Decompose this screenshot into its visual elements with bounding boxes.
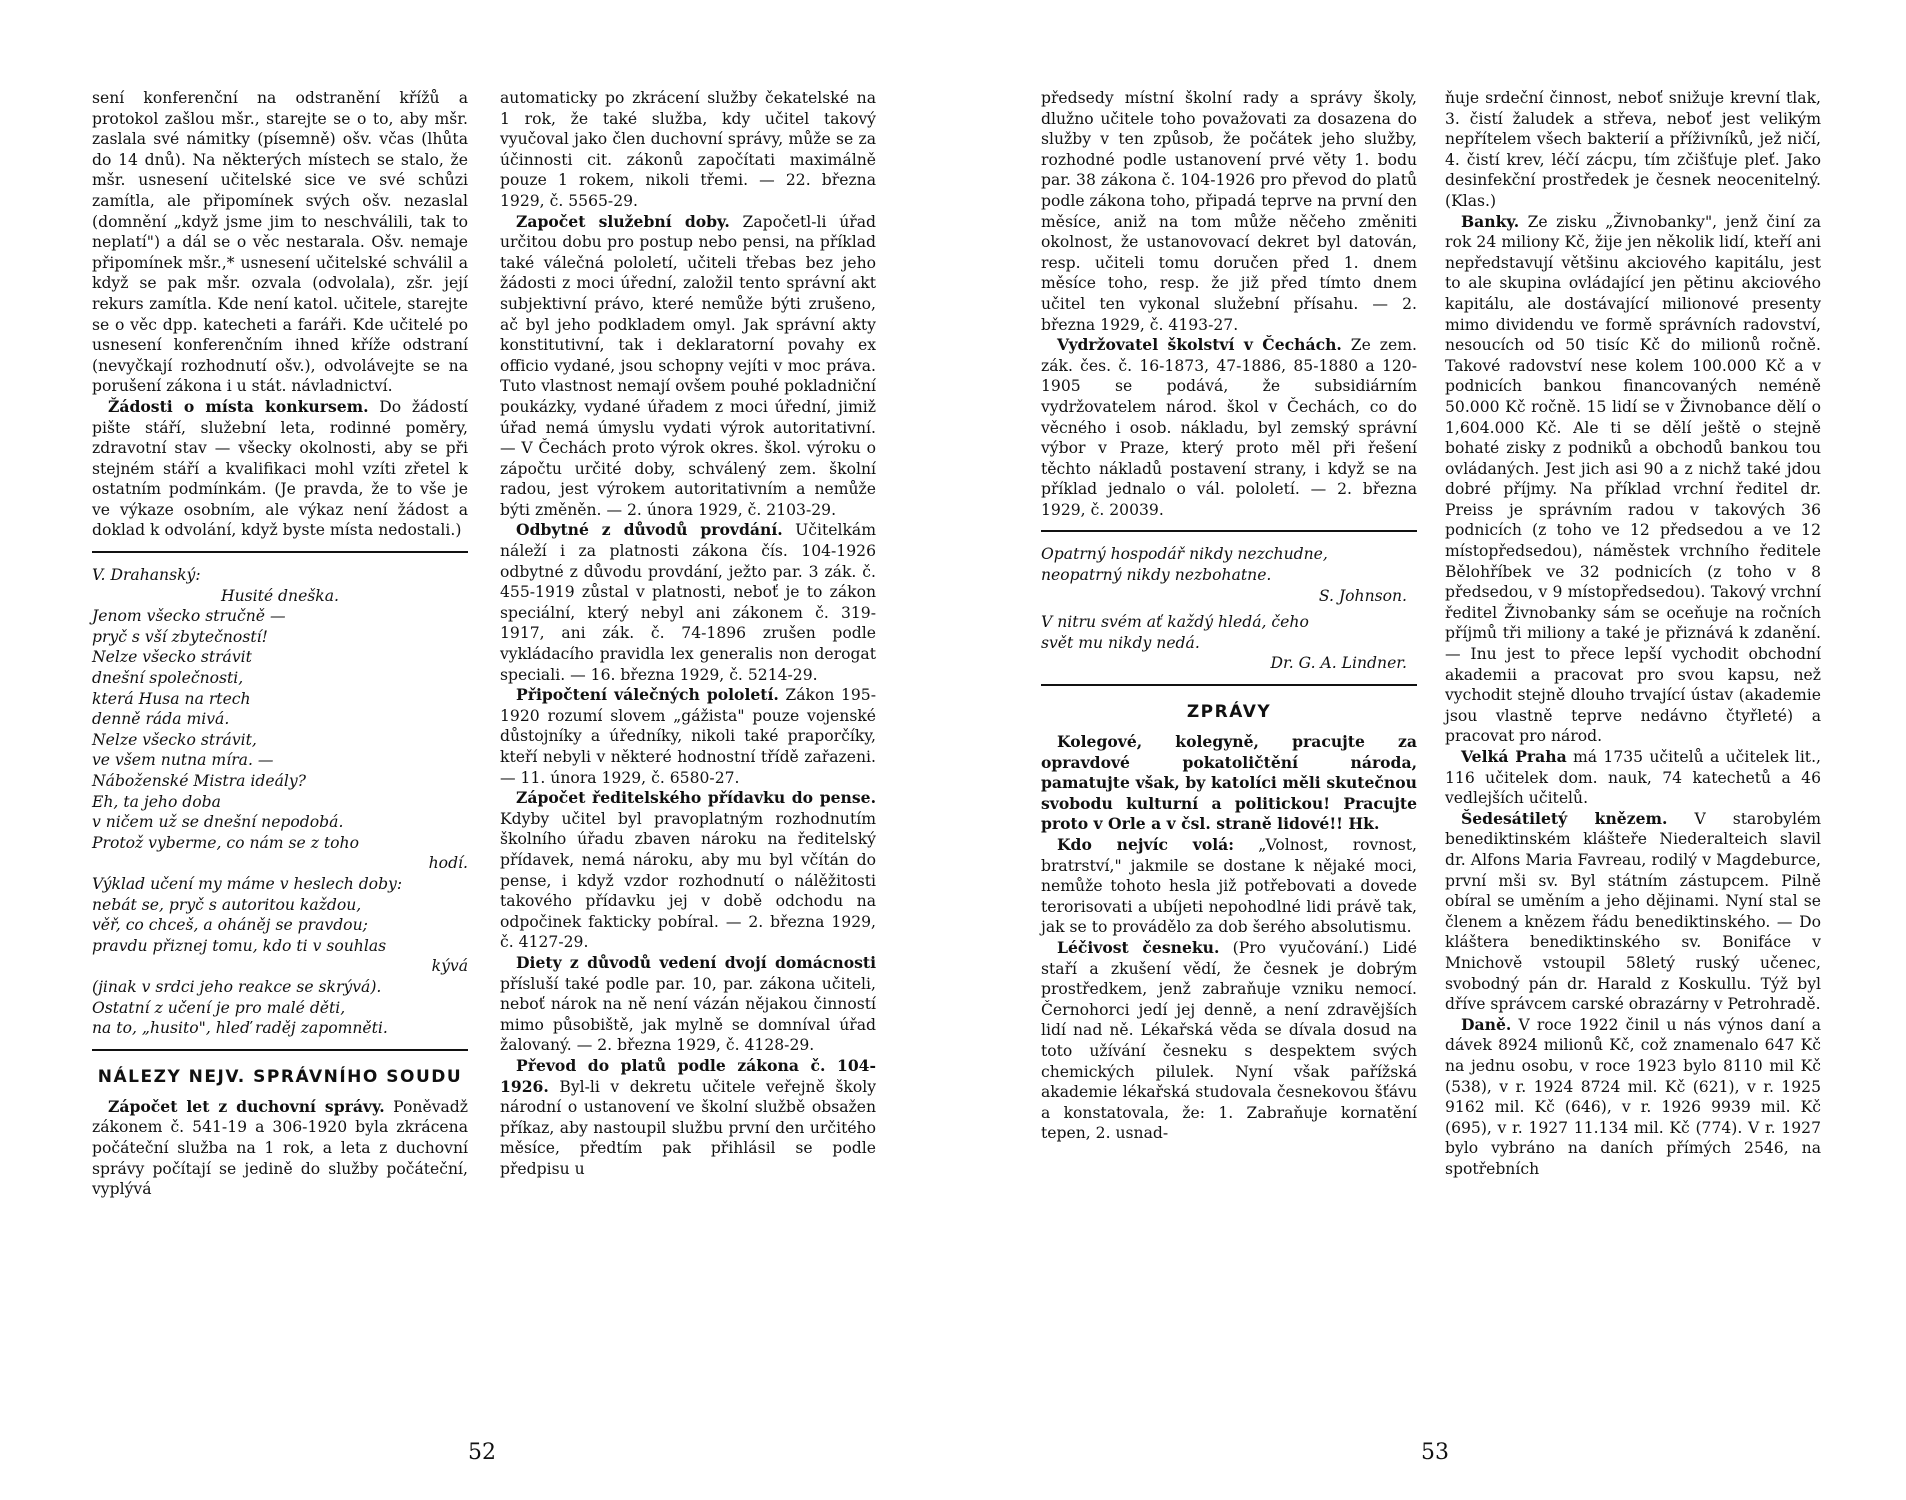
paragraph: předsedy místní školní rady a správy školy, dlužno učitele toho považovati za dosazena do služby v ten způsob, že počátek jeho služby, rozhodné podle ustanovení prvé věty 1. bodu par. 38 zákona č. 104-1926 pro převod do platů podle zákona toho, připadá teprve na první den měsíce, aniž na tom může něčeho změniti okolnost, že ustanovovací dekret byl datován, resp. učiteli tomu doručen před 1. dnem měsíce toho, resp. že již před tímto dnem učitel ten vykonal služební přísahu. — 2. března 1929, č. 4193-27. [1041, 89, 1417, 334]
text-line: V nitru svém ať každý hledá, čeho [1041, 613, 1309, 632]
paragraph [1445, 747, 1821, 809]
paragraph-heading: Odbytné z důvodů provdání. [516, 520, 783, 540]
text-line: nebát se, pryč s autoritou každou, [92, 895, 362, 914]
poem-author: V. Drahanský: [92, 566, 201, 585]
paragraph [1445, 809, 1821, 1015]
paragraph-heading: Připočtení válečných pololetí. [516, 685, 779, 705]
paragraph-heading: Daně. [1461, 1014, 1512, 1034]
right-page-column-2 [1445, 88, 1821, 1179]
poem-line: kývá [431, 957, 468, 976]
paragraph-text: Započetl-li úřad určitou dobu pro postup nebo pensi, na příklad také válečná pololetí, učiteli třebas bez jeho žádosti z moci úřední, založil tento správní akt subjektivní právo, které nemůže býti zrušeno, ač byl jeho podkladem omyl. Jak správní akty konstitutivní, tak i deklaratorní povahy ex officio vydané, jsou schopny vejíti v moc práva. Tuto vlastnost nemají ovšem pouhé pokladniční poukázky, vydané úřadem z moci úřední, jimiž úřad nemá úmyslu vydati výrok autoritativní. — V Čechách proto výrok okres. škol. výroku o zápočtu určité doby, schválený zem. školní radou, jest výrokem autoritativním a nemůže býti změněn. — 2. února 1929, č. 2103-29. [500, 212, 876, 519]
text-line: svět mu nikdy nedá. [1041, 633, 1200, 652]
text-line: Opatrný hospodář nikdy nezchudne, [1041, 545, 1328, 564]
text-line: věř, co chceš, a oháněj se pravdou; [92, 916, 368, 935]
poem-stanza [92, 977, 468, 1039]
paragraph-heading: Diety z důvodů vedení dvojí domácnosti [516, 952, 876, 972]
paragraph: Kolegové, kolegyně, pracujte za opravdové pokatoličtění národa, pamatujte však, by katolíci měli skutečnou svobodu kulturní a politickou! Pracujte proto v Orle a v čsl. straně lidové!! Hk. [1041, 732, 1417, 834]
paragraph [500, 685, 876, 788]
quote-author: Dr. G. A. Lindner. [1270, 654, 1407, 673]
paragraph [92, 397, 468, 541]
poem-stanza [92, 606, 468, 853]
text-line: Náboženské Mistra ideály? [92, 772, 307, 790]
paragraph [500, 520, 876, 685]
poem-title: Husité dneška. [220, 586, 340, 605]
text-line: (jinak v srdci jeho reakce se skrývá). [92, 977, 382, 996]
paragraph [92, 1097, 468, 1200]
quote [1041, 612, 1417, 674]
paragraph-text: přísluší také podle par. 10, par. zákona učiteli, neboť nárok na ně není vázán nějakou činností mimo působiště, jak mylně se domníval úřad žalovaný. — 2. března 1929, č. 4128-29. [500, 974, 876, 1055]
paragraph: automaticky po zkrácení služby čekatelské na 1 rok, že také služba, kdy učitel takový vyučoval jako člen duchovní správy, může se za účinnosti cit. zákonů započítati maximálně pouze 1 rokem, nikoli třemi. — 22. března 1929, č. 5565-29. [500, 89, 876, 210]
paragraph-heading: Vydržovatel školství v Čechách. [1057, 335, 1342, 355]
paragraph-text: Do žádostí pište stáří, služební leta, rodinné poměry, zdravotní stav — všecky okolnosti, aby se při stejném stáří a kvalifikaci mohl vzíti zřetel k ostatním podmínkám. (Je pravda, že to vše je ve výkaze osobním, ale výkaz není žádost a doklad k odvolání, když byste místa nedostali.) [92, 397, 468, 540]
paragraph-heading: Banky. [1461, 211, 1520, 231]
divider [92, 1049, 468, 1051]
text-line: Výklad učení my máme v heslech doby: [92, 874, 403, 893]
paragraph-heading: Velká Praha [1461, 747, 1567, 766]
text-line: která Husa na rtech [92, 689, 251, 708]
paragraph-text: Kdyby učitel byl pravoplatným rozhodnutím školního úřadu zbaven nároku na ředitelský přídavek, nemá nároku, aby mu byl včítán do pense, i když vzdor rozhodnutí o nálěžitosti takového přídavku jej v době odchodu na odpočinek fakticky pobíral. — 2. března 1929, č. 4127-29. [500, 809, 876, 952]
paragraph-text: „Volnost, rovnost, bratrství," jakmile se dostane k nějaké moci, nemůže tohoto hesla již potřebovati a dovede terorisovati a ubíjeti nepohodlné lidi právě tak, jak se to provádělo za dob šerého absolutismu. [1041, 836, 1417, 937]
paragraph-heading: Započet služební doby. [516, 211, 730, 231]
page-number: 52 [468, 1440, 496, 1465]
text-line: Eh, ta jeho doba [92, 792, 221, 811]
paragraph-heading: Šedesátiletý knězem. [1461, 808, 1668, 828]
text-line: denně ráda mivá. [92, 710, 230, 729]
paragraph-text: Ze zem. zák. čes. č. 16-1873, 47-1886, 85-1880 a 120-1905 se podává, že subsidiárním vydržovatelem národ. škol v Čechách, co do věcného i osob. nákladu, byl zemský správní výbor v Praze, který proto měl při řešení těchto nákladů postavení strany, i když se na příklad jednalo o vál. pololetí. — 2. března 1929, č. 20039. [1041, 336, 1417, 519]
text-line: v ničem už se dnešní nepodobá. [92, 813, 344, 832]
paragraph-text: má 1735 učitelů a učitelek lit., 116 učitelek dom. nauk, 74 katechetů a 46 vedlejších učitelů. [1445, 748, 1821, 808]
paragraph: sení konferenční na odstranění křížů a protokol zašlou mšr., starejte se o to, aby mšr. zaslala své námitky (písemně) ošv. včas (lhůta do 14 dnů). Na některých místech se stalo, že mšr. usnesení učitelské sice ve své schůzi zamítla, ale připomínek svých ošv. nezaslal (domnění „když jsme jim to neschválili, tak to neplatí") a dál se o věc nestarala. Ošv. nemaje připomínek mšr.,* usnesení učitelské schválil a když se pak mšr. ozvala (odvolala), zšr. její rekurs zamítla. Kde není katol. učitele, starejte se o věc dpp. katecheti a faráři. Kde učitelé po usnesení konferenčním ihned kříže odstraní (nevyčkají rozhodnutí ošv.), odvolávejte se na porušení zákona i u stát. návladnictví. [92, 89, 468, 396]
paragraph-text: Byl-li v dekretu učitele veřejně školy národní o ustanovení ve školní službě obsažen příkaz, aby nastoupil službu první den určitého měsíce, předtím pak přihlásil se podle předpisu u [500, 1077, 876, 1178]
divider [92, 551, 468, 553]
paragraph [1445, 212, 1821, 747]
paragraph-text: Ze zisku „Živnobanky", jenž činí za rok 24 miliony Kč, žije jen několik lidí, kteří ani nepředstavují většinu akciového kapitálu, jest to ale skupina ovládající jen pětinu akciového kapitálu, ale dostávající milionové presenty mimo dividendu ve formě správních radovství, nesoucích od 50 tisíc Kč do milionů ročně. Takové radovství nese kolem 100.000 Kč a v podnicích bankou financovaných neméně 50.000 Kč ročně. 15 lidí se v Živnobance dělí o 1,604.000 Kč. Ale ti se dělí ještě o stejně bohaté zisky z podniků a obchodů bankou tou ovládaných. Jest jich asi 90 a z nichž také jdou dobré příjmy. Na příklad vrchní ředitel dr. Preiss je správním radou v takových 36 podnicích (z toho ve 12 předsedou a ve 12 místopředsedou), náměstek vrchního ředitele Bělohříbek ve 32 podnicích (z toho v 8 předsedou, v 9 místopředsedou). Takový vrchní ředitel Živnobanky sám se oceňuje na ročních příjmů tři miliony a také je přiznává k zdanění. — Inu jest to přece lepší vychodit obchodní akademii a pracovat pro svou kapsu, než vychodit stejně dlouho trvající ústav (akademie jsou vlastně teprve nedávno čtyřleté) a pracovat pro národ. [1445, 212, 1821, 746]
paragraph-text: Poněvadž zákonem č. 541-19 a 306-1920 byla zkrácena počáteční služba na 1 rok, a leta z duchovní správy počítají se jedině do služby počáteční, vyplývá [92, 1097, 469, 1199]
text-line: Nelze všecko strávit [92, 648, 252, 667]
left-page-column-1 [92, 88, 468, 1200]
paragraph-heading: Žádosti o místa konkursem. [108, 396, 369, 416]
section-heading: NÁLEZY NEJV. SPRÁVNÍHO SOUDU [97, 1066, 463, 1087]
right-page-column-1 [1041, 88, 1417, 1144]
quote [1041, 544, 1417, 606]
poem-stanza [92, 874, 468, 956]
poem-line: hodí. [428, 854, 468, 873]
paragraph [1041, 335, 1417, 520]
paragraph [1041, 835, 1417, 938]
text-line: na to, „husito", hleď raděj zapomněti. [92, 1019, 388, 1038]
paragraph [500, 788, 876, 953]
text-line: Protož vyberme, co nám se z toho [92, 833, 359, 852]
page-number: 53 [1421, 1440, 1449, 1465]
left-page-column-2 [500, 88, 876, 1179]
paragraph [500, 1056, 876, 1180]
paragraph [1041, 938, 1417, 1144]
text-line: neopatrný nikdy nezbohatne. [1041, 566, 1272, 585]
paragraph-text: Zákon 195-1920 rozumí slovem „gážista" pouze vojenské důstojníky a úředníky, nikoli také praporčíky, kteří nebyli v některé hodnostní třídě zařazeni. — 11. února 1929, č. 6580-27. [500, 686, 876, 787]
poem [92, 565, 468, 1039]
text-line: Nelze všecko strávit, [92, 730, 257, 749]
right-page [953, 0, 1906, 1500]
paragraph-text: Učitelkám náleží i za platnosti zákona čís. 104-1926 odbytné z důvodu provdání, ježto par. 3 zák. č. 455-1919 zůstal v platnosti, neboť je to zákon speciální, který nebyl ani zákonem č. 319-1917, ani zák. č. 74-1896 zrušen podle vykládacího pravidla lex generalis non derogat speciali. — 16. března 1929, č. 5214-29. [500, 521, 876, 684]
quote-text [1041, 544, 1417, 585]
section-heading: ZPRÁVY [1186, 702, 1272, 723]
text-line: Ostatní z učení je pro malé děti, [92, 998, 346, 1017]
text-line: Jenom všecko stručně — [92, 607, 286, 626]
paragraph-text: (Pro vyučování.) Lidé staří a zkušení vědí, že česnek je dobrým prostředkem, jenž zabraňuje vzniku nemocí. Černohorci jedí jej denně, a není zdravějších lidí nad ně. Lékařská věda se dívala dosud na toto užívání česneku s despektem svých chemických pilulek. Nyní však pařížská akademie lékařská studovala česnekovou šťávu a konstatovala, že: 1. Zabraňuje kornatění tepen, 2. usnad- [1041, 938, 1417, 1143]
paragraph-text: V starobylém benediktinském klášteře Niederalteich slavil dr. Alfons Maria Favreau, rodilý v Magdeburce, první mši sv. Byl státním zástupcem. Pilně obíral se uměním a jeho dějinami. Nyní stal se členem a knězem řádu benediktinského. — Do kláštera benediktinského sv. Bonifáce v Mnichově vstoupil 58letý ruský učenec, svobodný pán dr. Harald z Koskullu. Týž byl dříve správcem carské obrazárny v Petrohradě. [1445, 809, 1821, 1014]
quote-author: S. Johnson. [1318, 586, 1407, 605]
paragraph [500, 953, 876, 1056]
paragraph-text: V roce 1922 činil u nás výnos daní a dávek 8924 milionů Kč, což znamenalo 647 Kč na jednu osobu, v roce 1923 bylo 8110 mil Kč (538), v r. 1924 8724 mil. Kč (621), v r. 1925 9162 mil. Kč (646), v r. 1926 9939 mil. Kč (695), v r. 1927 11.134 mil. Kč (774). V r. 1927 bylo vybráno na daních přímých 2546, na spotřebních [1445, 1015, 1821, 1178]
quote-text [1041, 612, 1417, 653]
paragraph [500, 212, 876, 521]
divider [1041, 684, 1417, 686]
text-line: pravdu přiznej tomu, kdo ti v souhlas [92, 936, 387, 955]
text-line: dnešní společnosti, [92, 669, 244, 688]
text-line: pryč s vší zbytečností! [92, 627, 268, 646]
paragraph-heading: Zápočet let z duchovní správy. [108, 1096, 385, 1116]
paragraph-heading: Léčivost česneku. [1057, 937, 1220, 957]
divider [1041, 530, 1417, 532]
paragraph-heading: Zápočet ředitelského přídavku do pense. [516, 788, 876, 808]
paragraph [1445, 1015, 1821, 1180]
text-line: ve všem nutna míra. — [92, 751, 274, 770]
paragraph: ňuje srdeční činnost, neboť snižuje krevní tlak, 3. čistí žaludek a střeva, neboť jest velikým nepřítelem všech bakterií a příživníků, jež ničí, 4. čistí krev, léčí zácpu, tím zčišťuje pleť. Jako desinfekční prostředek je česnek neocenitelný. (Klas.) [1445, 89, 1821, 210]
paragraph-heading: Kdo nejvíc volá: [1057, 835, 1235, 854]
paragraph-heading: Převod do platů podle zákona č. 104-1926. [500, 1055, 876, 1096]
